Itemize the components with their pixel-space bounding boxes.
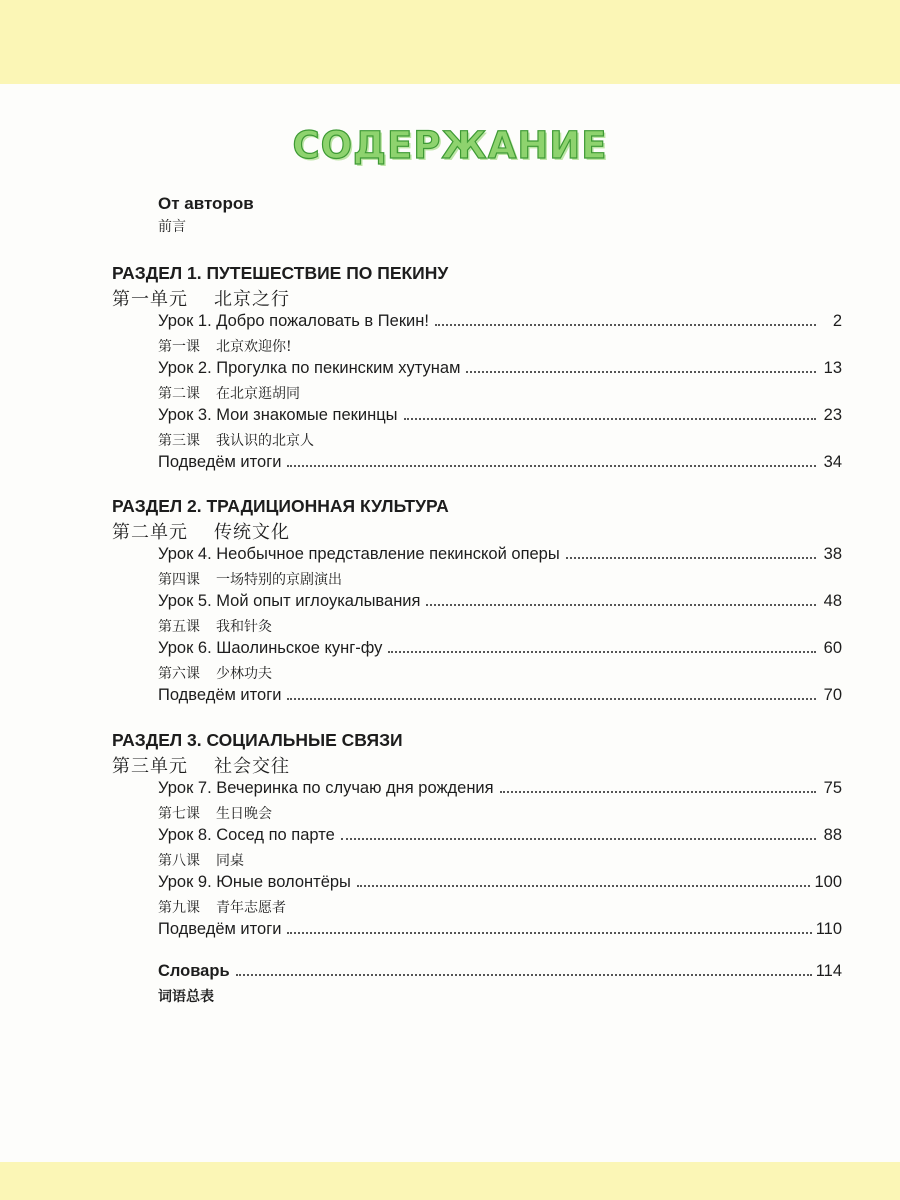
toc-entry-summary[interactable]	[158, 686, 842, 710]
lesson-zh-name: 我认识的北京人	[216, 432, 314, 449]
front-matter	[158, 194, 254, 237]
lesson-zh-name: 青年志愿者	[216, 899, 286, 916]
lesson-zh-number: 第九课	[158, 899, 200, 916]
lesson-zh-name: 一场特别的京剧演出	[216, 571, 342, 588]
front-matter-title: От авторов	[158, 194, 254, 213]
lesson-zh-number: 第八课	[158, 852, 200, 869]
dictionary-entry-block	[158, 962, 842, 1009]
page-number: 23	[823, 406, 842, 424]
lesson-zh-name: 少林功夫	[216, 665, 272, 682]
toc-entry-summary[interactable]	[158, 920, 842, 944]
dot-leader	[287, 465, 816, 467]
lesson-zh	[158, 850, 842, 874]
entry-label: Урок 1. Добро пожаловать в Пекин!	[158, 312, 429, 330]
toc-entry[interactable]	[158, 592, 842, 616]
lesson-zh-number: 第六课	[158, 665, 200, 682]
lesson-zh	[158, 897, 842, 921]
lesson-zh-number: 第一课	[158, 338, 200, 355]
unit-name: 传统文化	[214, 522, 290, 543]
lesson-zh-name: 同桌	[216, 852, 244, 869]
entry-label: Урок 7. Вечеринка по случаю дня рождения	[158, 779, 494, 797]
section-heading: РАЗДЕЛ 2. ТРАДИЦИОННАЯ КУЛЬТУРА	[112, 496, 449, 516]
page-number: 13	[823, 359, 842, 377]
lesson-zh-name: 北京欢迎你!	[216, 338, 292, 355]
toc-entry[interactable]	[158, 639, 842, 663]
toc-entry[interactable]	[158, 312, 842, 336]
lesson-zh	[158, 663, 842, 687]
dictionary-zh: 词语总表	[158, 988, 214, 1005]
entry-label: Урок 2. Прогулка по пекинским хутунам	[158, 359, 461, 377]
toc-entry[interactable]	[158, 873, 842, 897]
lesson-zh	[158, 803, 842, 827]
unit-name: 北京之行	[214, 289, 290, 310]
lesson-zh	[158, 336, 842, 360]
section-heading: РАЗДЕЛ 3. СОЦИАЛЬНЫЕ СВЯЗИ	[112, 730, 403, 750]
toc-entry[interactable]	[158, 779, 842, 803]
section-entries	[158, 545, 842, 710]
lesson-zh-name: 我和针灸	[216, 618, 272, 635]
unit-number: 第一单元	[112, 289, 188, 310]
entry-label: Урок 4. Необычное представление пекинской оперы	[158, 545, 560, 563]
page-number: 70	[823, 686, 842, 704]
entry-label: Подведём итоги	[158, 453, 282, 471]
section-3	[112, 729, 842, 944]
lesson-zh-number: 第五课	[158, 618, 200, 635]
page-number: 2	[832, 312, 842, 330]
section-heading: РАЗДЕЛ 1. ПУТЕШЕСТВИЕ ПО ПЕКИНУ	[112, 263, 449, 283]
entry-label: Урок 6. Шаолиньское кунг-фу	[158, 639, 383, 657]
section-2	[112, 495, 842, 710]
lesson-zh-number: 第二课	[158, 385, 200, 402]
front-matter-title-zh: 前言	[158, 219, 186, 235]
page-number: 114	[815, 962, 842, 980]
lesson-zh-number: 第四课	[158, 571, 200, 588]
lesson-zh-number: 第七课	[158, 805, 200, 822]
unit-heading	[112, 288, 842, 312]
page-number: 88	[823, 826, 842, 844]
toc-entry[interactable]	[158, 826, 842, 850]
entry-label: Урок 8. Сосед по парте	[158, 826, 335, 844]
toc-entry[interactable]	[158, 545, 842, 569]
unit-number: 第二单元	[112, 522, 188, 543]
dot-leader	[388, 651, 816, 653]
unit-heading	[112, 521, 842, 545]
lesson-zh	[158, 383, 842, 407]
entry-label: Урок 3. Мои знакомые пекинцы	[158, 406, 398, 424]
lesson-zh	[158, 616, 842, 640]
dot-leader	[236, 974, 812, 976]
page-title: СОДЕРЖАНИЕ	[292, 124, 608, 167]
lesson-zh	[158, 430, 842, 454]
toc-entry-summary[interactable]	[158, 453, 842, 477]
entry-label: Урок 5. Мой опыт иглоукалывания	[158, 592, 421, 610]
lesson-zh-name: 生日晚会	[216, 805, 272, 822]
page-number: 75	[823, 779, 842, 797]
dot-leader	[566, 557, 816, 559]
unit-heading	[112, 755, 842, 779]
lesson-zh-name: 在北京逛胡同	[216, 385, 300, 402]
section-entries	[158, 779, 842, 944]
toc-entry-dictionary[interactable]	[158, 962, 842, 986]
section-1	[112, 262, 842, 477]
section-entries	[158, 312, 842, 477]
entry-label: Словарь	[158, 962, 230, 980]
dot-leader	[426, 604, 816, 606]
unit-number: 第三单元	[112, 756, 188, 777]
page-number: 60	[823, 639, 842, 657]
dot-leader	[287, 932, 811, 934]
lesson-zh-number: 第三课	[158, 432, 200, 449]
page-number: 48	[823, 592, 842, 610]
dot-leader	[341, 838, 816, 840]
toc-entry[interactable]	[158, 359, 842, 383]
lesson-zh	[158, 569, 842, 593]
dot-leader	[466, 371, 816, 373]
toc-entry[interactable]	[158, 406, 842, 430]
dot-leader	[287, 698, 816, 700]
page-number: 110	[815, 920, 842, 938]
page-number: 100	[814, 873, 842, 891]
dot-leader	[357, 885, 811, 887]
entry-label: Подведём итоги	[158, 686, 282, 704]
page-number: 38	[823, 545, 842, 563]
dot-leader	[435, 324, 816, 326]
page-number: 34	[823, 453, 842, 471]
dot-leader	[404, 418, 816, 420]
unit-name: 社会交往	[214, 756, 290, 777]
dot-leader	[500, 791, 816, 793]
entry-label: Подведём итоги	[158, 920, 282, 938]
entry-label: Урок 9. Юные волонтёры	[158, 873, 351, 891]
